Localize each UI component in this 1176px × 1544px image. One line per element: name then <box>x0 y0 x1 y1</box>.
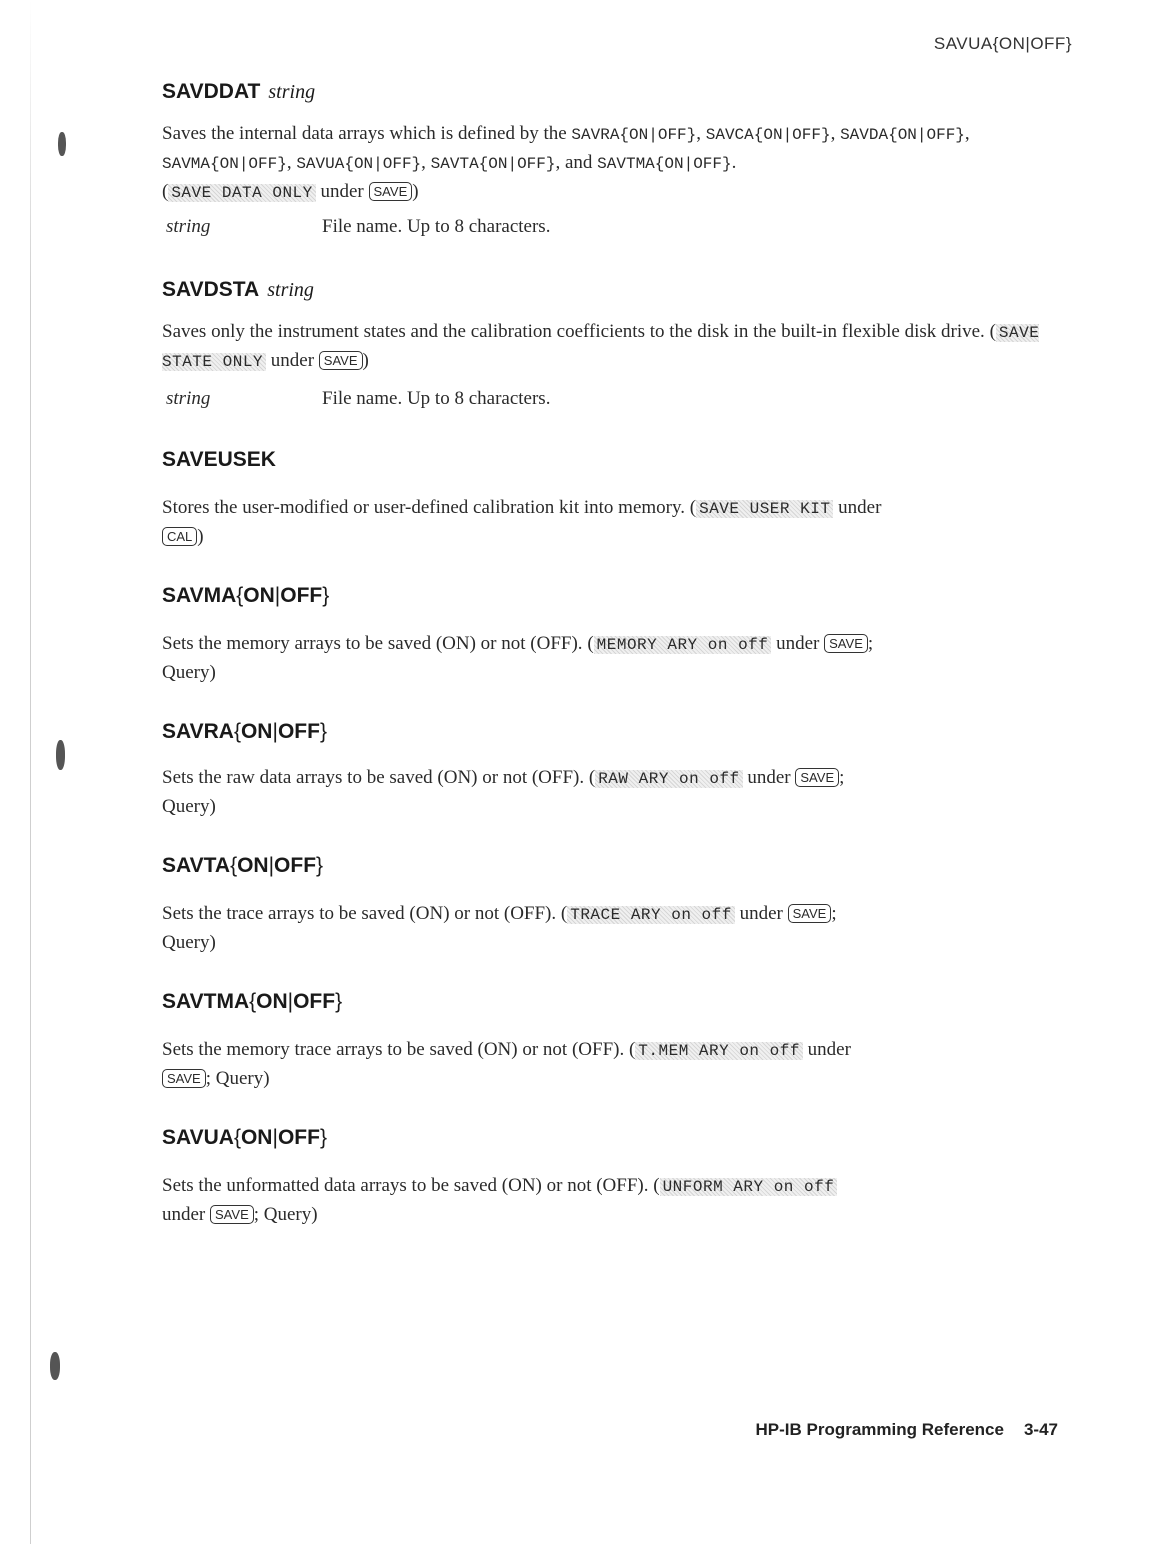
command-name: SAVDDAT <box>162 80 261 103</box>
command-ref: SAVTA{ON|OFF} <box>430 155 556 173</box>
under-text: under <box>739 903 783 924</box>
under-text: under <box>162 1204 206 1225</box>
command-heading-savta: SAVTA{ON|OFF} <box>162 854 324 877</box>
running-head: SAVUA{ON|OFF} <box>933 34 1072 53</box>
save-hardkey: SAVE <box>824 634 868 653</box>
description-savma: Sets the memory arrays to be saved (ON) or not (OFF). ( MEMORY ARY on off under SAVE ; Query) <box>162 633 874 683</box>
off-option: OFF <box>277 720 320 743</box>
on-option: ON <box>240 1126 273 1149</box>
command-heading-savtma: SAVTMA{ON|OFF} <box>162 990 343 1013</box>
description-text: Sets the memory trace arrays to be saved (ON) or not (OFF). <box>162 1039 625 1060</box>
off-option: OFF <box>280 584 323 607</box>
command-name: SAVTA <box>162 854 231 877</box>
save-hardkey: SAVE <box>795 768 839 787</box>
softkey-save-state-only: SAVE STATE ONLY <box>162 324 1040 371</box>
command-argument: string <box>267 279 314 301</box>
softkey-save-user-kit: SAVE USER KIT <box>696 500 833 518</box>
command-ref: SAVDA{ON|OFF} <box>840 126 965 144</box>
query-text: Query <box>215 1068 264 1089</box>
conjunction: and <box>564 152 593 173</box>
command-ref: SAVRA{ON|OFF} <box>571 126 697 144</box>
softkey-t-mem-ary: T.MEM ARY on off <box>635 1042 803 1060</box>
command-heading-savma: SAVMA{ON|OFF} <box>162 584 330 607</box>
description-savdsta: Saves only the instrument states and the calibration coefficients to the disk in the built-in flexible disk drive. ( SAVE STATE ONLY under SAVE ) <box>162 321 1040 371</box>
command-ref: SAVCA{ON|OFF} <box>705 126 831 144</box>
footer-title: HP-IB Programming Reference <box>755 1420 1004 1439</box>
query-text: Query <box>263 1204 312 1225</box>
on-option: ON <box>237 854 269 877</box>
scan-mark <box>56 740 65 770</box>
command-argument: string <box>268 81 316 103</box>
query-text: Query <box>162 932 210 953</box>
command-heading-savua: SAVUA{ON|OFF} <box>162 1126 327 1149</box>
parameter-row-savdsta <box>166 388 550 410</box>
under-text: under <box>270 350 315 371</box>
softkey-memory-ary: MEMORY ARY on off <box>594 636 772 654</box>
softkey-raw-ary: RAW ARY on off <box>595 770 742 788</box>
on-option: ON <box>243 584 275 607</box>
description-savddat: Saves the internal data arrays which is defined by the SAVRA{ON|OFF}, SAVCA{ON|OFF}, SAVDA{ON|OFF}, SAVMA{ON|OFF}, SAVUA{ON|OFF}, SAVTA{ON|OFF}, and SAVTMA{ON|OFF}. ( SAVE DATA ONLY under SAVE ) <box>162 123 970 202</box>
command-ref: SAVTMA{ON|OFF} <box>597 155 732 173</box>
save-hardkey: SAVE <box>319 351 363 370</box>
page-footer <box>756 1420 1058 1440</box>
description-text: Sets the raw data arrays to be saved (ON) or not (OFF). <box>162 767 585 788</box>
command-heading-savddat <box>162 80 315 104</box>
save-hardkey: SAVE <box>788 904 832 923</box>
on-option: ON <box>240 720 273 743</box>
softkey-save-data-only: SAVE DATA ONLY <box>168 184 315 202</box>
command-name: SAVDSTA <box>162 278 260 301</box>
save-hardkey: SAVE <box>210 1205 254 1224</box>
description-text: Sets the memory arrays to be saved (ON) or not (OFF). <box>162 633 583 654</box>
off-option: OFF <box>277 1126 320 1149</box>
parameter-description: File name. Up to 8 characters. <box>322 388 551 409</box>
description-savtma: Sets the memory trace arrays to be saved (ON) or not (OFF). ( T.MEM ARY on off under SAVE ; Query) <box>162 1039 851 1089</box>
page-number: 3-47 <box>1023 1420 1058 1439</box>
softkey-unform-ary: UNFORM ARY on off <box>660 1178 838 1196</box>
save-hardkey: SAVE <box>369 182 413 201</box>
description-savua: Sets the unformatted data arrays to be saved (ON) or not (OFF). ( UNFORM ARY on off under SAVE ; Query) <box>162 1172 1042 1228</box>
command-name: SAVRA <box>162 720 234 743</box>
softkey-trace-ary: TRACE ARY on off <box>567 906 735 924</box>
command-heading-savdsta <box>162 278 314 302</box>
under-text: under <box>747 767 791 788</box>
description-saveusek: Stores the user-modified or user-defined calibration kit into memory. ( SAVE USER KIT under CAL ) <box>162 497 882 547</box>
parameter-row-savddat <box>166 216 550 238</box>
under-text: under <box>776 633 820 654</box>
on-option: ON <box>256 990 288 1013</box>
off-option: OFF <box>293 990 336 1013</box>
command-ref: SAVMA{ON|OFF} <box>162 155 287 173</box>
scan-mark <box>50 1352 60 1380</box>
command-ref: SAVUA{ON|OFF} <box>296 155 422 173</box>
query-text: Query <box>162 796 210 817</box>
margin-line <box>30 0 31 1544</box>
description-text: Stores the user-modified or user-defined calibration kit into memory. <box>162 497 686 518</box>
parameter-name: string <box>166 216 211 237</box>
description-text: Saves only the instrument states and the calibration coefficients to the disk in the built-in flexible disk drive. <box>162 321 985 342</box>
command-name: SAVEUSEK <box>162 448 276 471</box>
save-hardkey: SAVE <box>162 1069 206 1088</box>
under-text: under <box>807 1039 851 1060</box>
command-heading-savra: SAVRA{ON|OFF} <box>162 720 327 743</box>
under-text: under <box>838 497 882 518</box>
command-name: SAVMA <box>162 584 237 607</box>
description-text: Sets the unformatted data arrays to be saved (ON) or not (OFF). <box>162 1175 649 1196</box>
command-name: SAVTMA <box>162 990 250 1013</box>
description-savta: Sets the trace arrays to be saved (ON) or not (OFF). ( TRACE ARY on off under SAVE ; Query) <box>162 903 837 953</box>
scan-mark <box>58 132 66 156</box>
parameter-description: File name. Up to 8 characters. <box>322 216 551 237</box>
query-text: Query <box>162 662 210 683</box>
description-savra: Sets the raw data arrays to be saved (ON) or not (OFF). ( RAW ARY on off under SAVE ; Query) <box>162 767 845 817</box>
command-name: SAVUA <box>162 1126 234 1149</box>
description-text: Saves the internal data arrays which is defined by the <box>162 123 567 144</box>
parameter-name: string <box>166 388 211 409</box>
command-heading-saveusek <box>162 448 276 472</box>
cal-hardkey: CAL <box>162 527 197 546</box>
off-option: OFF <box>274 854 317 877</box>
description-text: Sets the trace arrays to be saved (ON) or not (OFF). <box>162 903 557 924</box>
under-text: under <box>320 181 364 202</box>
